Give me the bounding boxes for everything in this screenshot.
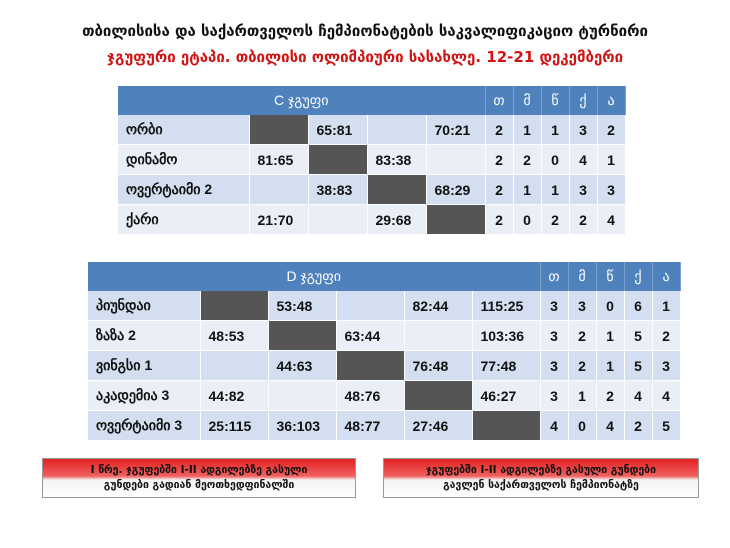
score-cell: 44:82	[200, 381, 268, 411]
stat-cell: 2	[485, 175, 513, 205]
stat-cell: 2	[541, 205, 569, 235]
team-name: ოვერტაიმი 2	[118, 175, 249, 205]
stat-header-losses: წ	[541, 86, 569, 115]
stat-cell: 3	[569, 175, 597, 205]
score-cell: 63:44	[336, 321, 404, 351]
stat-cell: 3	[540, 321, 568, 351]
stat-header-points: ქ	[624, 262, 652, 291]
stat-cell: 2	[485, 205, 513, 235]
stat-cell: 1	[513, 175, 541, 205]
stat-cell: 2	[597, 115, 625, 145]
group-d-header-row	[88, 262, 680, 291]
stat-header-games: თ	[540, 262, 568, 291]
stat-cell: 2	[624, 411, 652, 441]
score-cell: 48:53	[200, 321, 268, 351]
stat-cell: 5	[652, 411, 680, 441]
group-c-name: C ჯგუფი	[118, 86, 485, 115]
stat-cell: 0	[513, 205, 541, 235]
team-name: აკადემია 3	[88, 381, 200, 411]
score-cell: 68:29	[426, 175, 485, 205]
note-line: ჯგუფებში I-II ადგილებზე გასული გუნდები	[425, 464, 656, 476]
stat-cell: 3	[652, 351, 680, 381]
table-row	[118, 115, 625, 145]
team-name: პიუნდაი	[88, 291, 200, 321]
stat-cell: 4	[624, 381, 652, 411]
stat-cell: 1	[541, 175, 569, 205]
score-cell: 70:21	[426, 115, 485, 145]
score-cell	[308, 205, 367, 235]
self-cell	[426, 205, 485, 235]
note-line: I წრე. ჯგუფებში I-II ადგილებზე გასული	[90, 464, 308, 476]
score-cell: 103:36	[472, 321, 540, 351]
championship-note	[383, 458, 699, 498]
stat-cell: 1	[513, 115, 541, 145]
table-row	[88, 381, 680, 411]
tournament-title: თბილისისა და საქართველოს ჩემპიონატების საკვალიფიკაციო ტურნირი	[82, 22, 648, 40]
self-cell	[308, 145, 367, 175]
stat-header-games: თ	[485, 86, 513, 115]
stat-header-wins: მ	[568, 262, 596, 291]
score-cell: 81:65	[249, 145, 308, 175]
note-line: გავლენ საქართველოს ჩემპიონატზე	[443, 479, 639, 491]
self-cell	[268, 321, 336, 351]
team-name: ოვერტაიმი 3	[88, 411, 200, 441]
stat-cell: 2	[513, 145, 541, 175]
stat-cell: 1	[541, 115, 569, 145]
stat-cell: 2	[485, 115, 513, 145]
stat-cell: 3	[597, 175, 625, 205]
team-name: ვინგსი 1	[88, 351, 200, 381]
group-d-name: D ჯგუფი	[88, 262, 540, 291]
stat-cell: 0	[568, 411, 596, 441]
stat-cell: 6	[624, 291, 652, 321]
team-name: ქარი	[118, 205, 249, 235]
stat-cell: 1	[568, 381, 596, 411]
table-row	[88, 291, 680, 321]
self-cell	[249, 115, 308, 145]
team-name: ზაზა 2	[88, 321, 200, 351]
stat-cell: 1	[596, 321, 624, 351]
stat-cell: 3	[540, 351, 568, 381]
stat-header-place: ა	[597, 86, 625, 115]
stat-cell: 4	[652, 381, 680, 411]
self-cell	[367, 175, 426, 205]
stat-cell: 3	[540, 291, 568, 321]
tournament-subtitle: ჯგუფური ეტაპი. თბილისი ოლიმპიური სასახლე. 12-21 დეკემბერი	[106, 48, 624, 66]
stat-cell: 0	[541, 145, 569, 175]
stat-cell: 3	[569, 115, 597, 145]
stat-cell: 2	[652, 321, 680, 351]
group-c-table	[118, 86, 626, 235]
stat-header-place: ა	[652, 262, 680, 291]
self-cell	[336, 351, 404, 381]
score-cell: 25:115	[200, 411, 268, 441]
group-d-table	[88, 262, 681, 441]
stat-header-points: ქ	[569, 86, 597, 115]
score-cell: 36:103	[268, 411, 336, 441]
score-cell	[200, 351, 268, 381]
table-row	[118, 175, 625, 205]
score-cell: 46:27	[472, 381, 540, 411]
score-cell	[268, 381, 336, 411]
score-cell	[367, 115, 426, 145]
self-cell	[472, 411, 540, 441]
score-cell	[404, 321, 472, 351]
score-cell: 83:38	[367, 145, 426, 175]
stat-cell: 2	[568, 321, 596, 351]
table-row	[88, 351, 680, 381]
score-cell: 48:77	[336, 411, 404, 441]
score-cell: 77:48	[472, 351, 540, 381]
score-cell: 21:70	[249, 205, 308, 235]
stat-cell: 3	[540, 381, 568, 411]
score-cell: 53:48	[268, 291, 336, 321]
score-cell: 44:63	[268, 351, 336, 381]
table-row	[88, 411, 680, 441]
stat-cell: 0	[596, 291, 624, 321]
self-cell	[200, 291, 268, 321]
score-cell	[249, 175, 308, 205]
stat-cell: 1	[652, 291, 680, 321]
score-cell: 27:46	[404, 411, 472, 441]
team-name: დინამო	[118, 145, 249, 175]
note-line: გუნდები გადიან მეოთხედფინალში	[103, 479, 295, 491]
stat-cell: 4	[597, 205, 625, 235]
table-row	[118, 205, 625, 235]
stat-header-wins: მ	[513, 86, 541, 115]
score-cell: 38:83	[308, 175, 367, 205]
stat-cell: 2	[596, 381, 624, 411]
stat-cell: 2	[568, 351, 596, 381]
score-cell	[336, 291, 404, 321]
score-cell: 29:68	[367, 205, 426, 235]
stat-cell: 1	[597, 145, 625, 175]
stat-cell: 4	[596, 411, 624, 441]
team-name: ორბი	[118, 115, 249, 145]
stat-cell: 5	[624, 321, 652, 351]
score-cell: 115:25	[472, 291, 540, 321]
score-cell: 76:48	[404, 351, 472, 381]
stat-cell: 1	[596, 351, 624, 381]
score-cell: 48:76	[336, 381, 404, 411]
stat-cell: 3	[568, 291, 596, 321]
group-c-header-row	[118, 86, 625, 115]
stat-cell: 4	[569, 145, 597, 175]
self-cell	[404, 381, 472, 411]
score-cell	[426, 145, 485, 175]
stat-header-losses: წ	[596, 262, 624, 291]
stat-cell: 2	[569, 205, 597, 235]
stat-cell: 2	[485, 145, 513, 175]
stat-cell: 4	[540, 411, 568, 441]
stat-cell: 5	[624, 351, 652, 381]
score-cell: 82:44	[404, 291, 472, 321]
table-row	[118, 145, 625, 175]
table-row	[88, 321, 680, 351]
quarterfinal-note	[42, 458, 356, 498]
score-cell: 65:81	[308, 115, 367, 145]
